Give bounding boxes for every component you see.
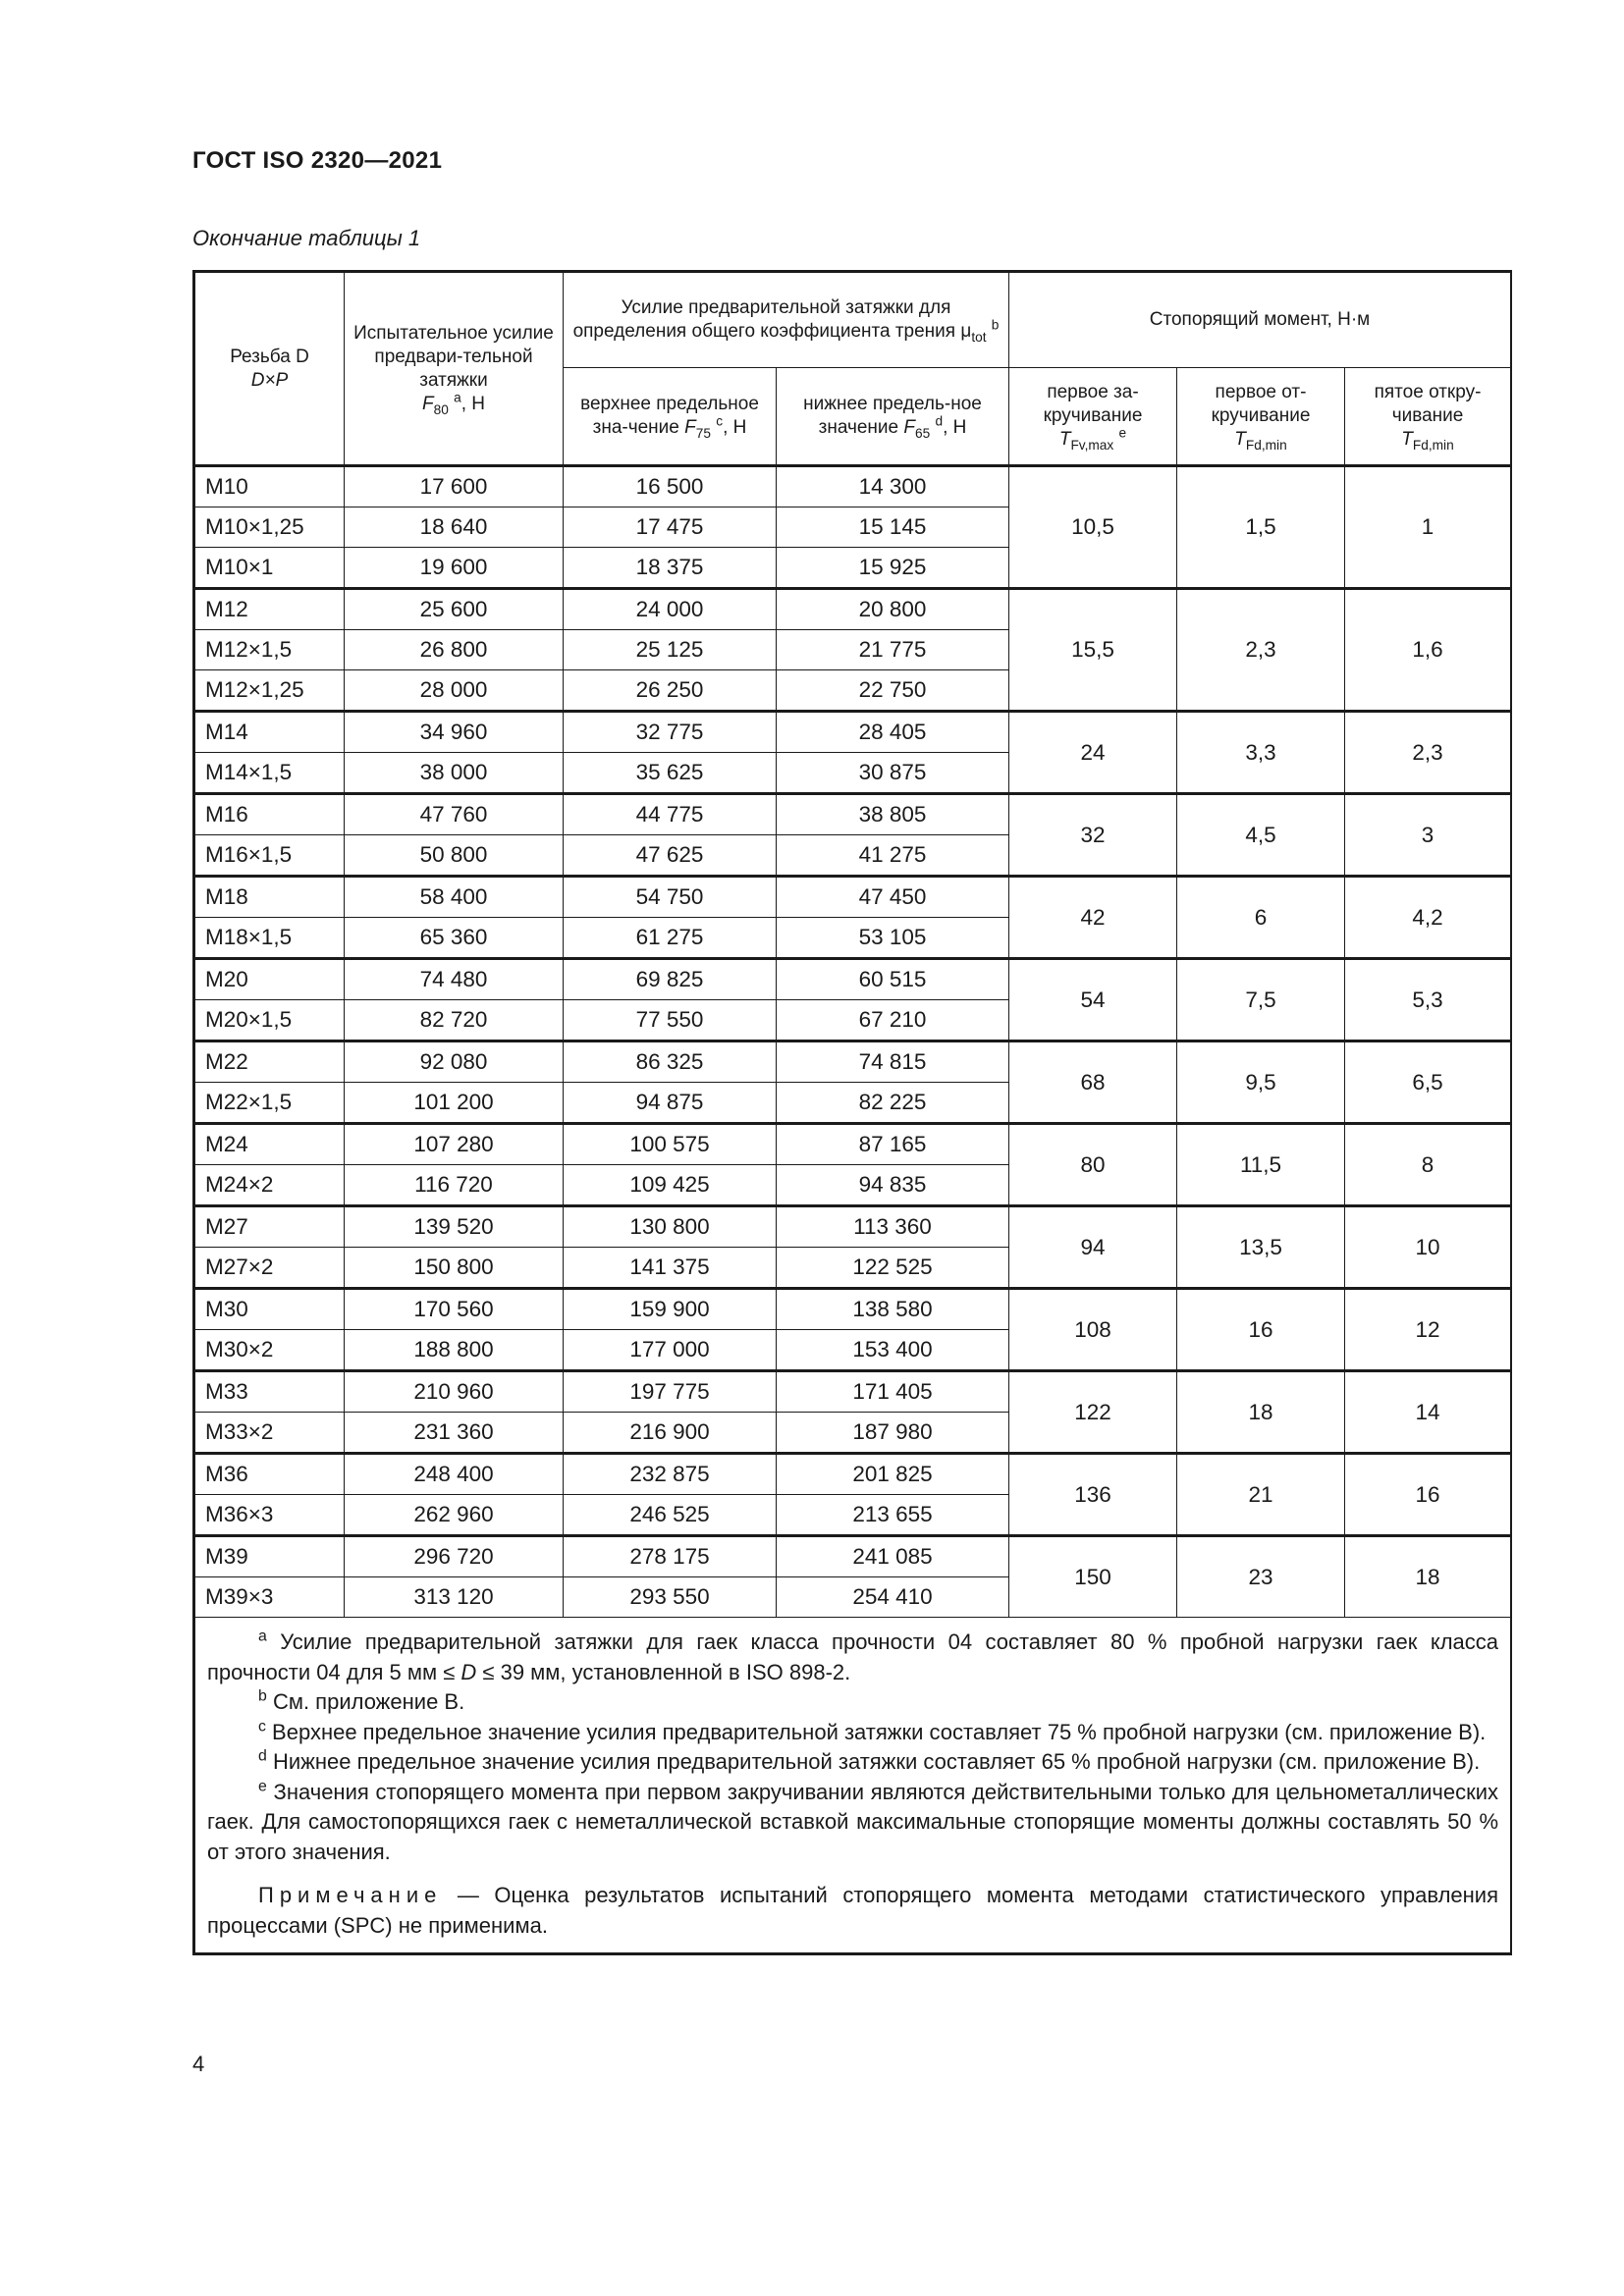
cell-first-on: 24 [1009,712,1177,794]
cell-lower: 53 105 [777,918,1009,959]
cell-upper: 278 175 [564,1536,777,1577]
cell-upper: 246 525 [564,1495,777,1536]
data-table [192,270,1512,1955]
table-row [195,712,1511,753]
cell-upper: 141 375 [564,1248,777,1289]
footnote-b: $^b$ См. приложение В. [258,1687,465,1714]
table-row [195,1454,1511,1495]
cell-test-load: 18 640 [345,507,564,548]
cell-fifth-off: 16 [1345,1454,1511,1536]
table-row [195,877,1511,918]
cell-test-load: 38 000 [345,753,564,794]
cell-thread: M33×2 [195,1413,345,1454]
cell-thread: M33 [195,1371,345,1413]
cell-first-off: 1,5 [1177,466,1345,589]
document-header: ГОСТ ISO 2320—2021 [192,147,443,174]
cell-fifth-off: 10 [1345,1206,1511,1289]
cell-thread: M14 [195,712,345,753]
cell-thread: M12×1,5 [195,630,345,670]
cell-lower: 47 450 [777,877,1009,918]
cell-upper: 293 550 [564,1577,777,1618]
cell-thread: M22×1,5 [195,1083,345,1124]
cell-first-on: 94 [1009,1206,1177,1289]
cell-upper: 44 775 [564,794,777,835]
cell-lower: 187 980 [777,1413,1009,1454]
cell-first-on: 122 [1009,1371,1177,1454]
cell-fifth-off: 2,3 [1345,712,1511,794]
cell-test-load: 82 720 [345,1000,564,1041]
cell-lower: 21 775 [777,630,1009,670]
header-first-on: первое за-кручивание $T_{Fv,max}$ $^e$ [1009,368,1177,466]
header-preload-group: Усилие предварительной затяжки для определения общего коэффициента трения $\mu_{tot}$ $^b$ [564,273,1009,368]
table-body [195,466,1511,1618]
cell-first-off: 21 [1177,1454,1345,1536]
cell-lower: 22 750 [777,670,1009,712]
cell-first-off: 4,5 [1177,794,1345,877]
cell-first-off: 18 [1177,1371,1345,1454]
cell-upper: 232 875 [564,1454,777,1495]
cell-first-on: 10,5 [1009,466,1177,589]
cell-test-load: 19 600 [345,548,564,589]
cell-test-load: 92 080 [345,1041,564,1083]
cell-thread: M24 [195,1124,345,1165]
table-row [195,589,1511,630]
cell-thread: M30 [195,1289,345,1330]
cell-first-on: 80 [1009,1124,1177,1206]
header-fifth-off: пятое откру-чивание $T_{Fd,min}$ [1345,368,1511,466]
cell-first-on: 32 [1009,794,1177,877]
footnotes-block [195,1618,1511,1953]
cell-first-off: 6 [1177,877,1345,959]
cell-lower: 28 405 [777,712,1009,753]
cell-fifth-off: 6,5 [1345,1041,1511,1124]
table-row [195,1206,1511,1248]
cell-test-load: 313 120 [345,1577,564,1618]
cell-test-load: 101 200 [345,1083,564,1124]
table-row [195,1124,1511,1165]
cell-test-load: 28 000 [345,670,564,712]
cell-thread: M12×1,25 [195,670,345,712]
cell-upper: 32 775 [564,712,777,753]
table-row [195,1041,1511,1083]
cell-first-on: 108 [1009,1289,1177,1371]
cell-lower: 254 410 [777,1577,1009,1618]
cell-thread: M16×1,5 [195,835,345,877]
cell-upper: 177 000 [564,1330,777,1371]
cell-fifth-off: 12 [1345,1289,1511,1371]
cell-thread: M22 [195,1041,345,1083]
cell-test-load: 139 520 [345,1206,564,1248]
cell-lower: 87 165 [777,1124,1009,1165]
cell-thread: M18 [195,877,345,918]
cell-upper: 100 575 [564,1124,777,1165]
header-torque-group: Стопорящий момент, Н·м [1009,273,1511,368]
cell-upper: 61 275 [564,918,777,959]
cell-thread: M20×1,5 [195,1000,345,1041]
page-number: 4 [192,2052,205,2076]
cell-fifth-off: 14 [1345,1371,1511,1454]
cell-test-load: 116 720 [345,1165,564,1206]
cell-thread: M12 [195,589,345,630]
cell-test-load: 25 600 [345,589,564,630]
table-row [195,794,1511,835]
cell-first-off: 23 [1177,1536,1345,1618]
cell-test-load: 231 360 [345,1413,564,1454]
cell-upper: 54 750 [564,877,777,918]
cell-thread: M18×1,5 [195,918,345,959]
cell-thread: M24×2 [195,1165,345,1206]
cell-thread: M39 [195,1536,345,1577]
cell-test-load: 262 960 [345,1495,564,1536]
cell-upper: 94 875 [564,1083,777,1124]
cell-lower: 60 515 [777,959,1009,1000]
cell-fifth-off: 1,6 [1345,589,1511,712]
cell-test-load: 210 960 [345,1371,564,1413]
footnote-e: $^e$ Значения стопорящего момента при первом закручивании являются действительными только для цельнометаллических гаек. Для самостопорящихся гаек с неметаллической вставкой максимальные стопорящие моменты должны составлять 50 % от этого значения. [207,1778,1499,1864]
cell-lower: 41 275 [777,835,1009,877]
cell-test-load: 107 280 [345,1124,564,1165]
cell-upper: 197 775 [564,1371,777,1413]
header-first-off: первое от-кручивание $T_{Fd,min}$ [1177,368,1345,466]
cell-lower: 14 300 [777,466,1009,507]
footnote-a: $^a$ Усилие предварительной затяжки для гаек класса прочности 04 составляет 80 % пробной нагрузки гаек класса прочности 04 для 5 мм ≤ D ≤ 39 мм, установленной в ISO 898-2. [207,1628,1499,1684]
cell-upper: 18 375 [564,548,777,589]
cell-upper: 216 900 [564,1413,777,1454]
table-row [195,959,1511,1000]
cell-lower: 122 525 [777,1248,1009,1289]
cell-upper: 17 475 [564,507,777,548]
cell-upper: 109 425 [564,1165,777,1206]
header-lower: нижнее предель-ное значение $F_{65}$ $^d$, Н [777,368,1009,466]
cell-first-on: 54 [1009,959,1177,1041]
table-row [195,466,1511,507]
cell-lower: 82 225 [777,1083,1009,1124]
footnote-c: $^c$ Верхнее предельное значение усилия предварительной затяжки составляет 75 % пробной нагрузки (см. приложение В). [258,1718,1487,1744]
cell-fifth-off: 3 [1345,794,1511,877]
cell-test-load: 34 960 [345,712,564,753]
cell-lower: 38 805 [777,794,1009,835]
cell-lower: 201 825 [777,1454,1009,1495]
cell-test-load: 26 800 [345,630,564,670]
cell-first-off: 2,3 [1177,589,1345,712]
cell-thread: M30×2 [195,1330,345,1371]
cell-test-load: 150 800 [345,1248,564,1289]
cell-upper: 86 325 [564,1041,777,1083]
table-caption: Окончание таблицы 1 [192,226,421,250]
note-label: Примечание [258,1883,443,1907]
cell-upper: 47 625 [564,835,777,877]
cell-lower: 74 815 [777,1041,1009,1083]
cell-upper: 69 825 [564,959,777,1000]
cell-first-on: 150 [1009,1536,1177,1618]
cell-fifth-off: 8 [1345,1124,1511,1206]
cell-lower: 30 875 [777,753,1009,794]
cell-thread: M27 [195,1206,345,1248]
cell-test-load: 65 360 [345,918,564,959]
cell-test-load: 74 480 [345,959,564,1000]
cell-lower: 138 580 [777,1289,1009,1330]
cell-test-load: 50 800 [345,835,564,877]
cell-lower: 67 210 [777,1000,1009,1041]
header-thread: Резьба D D×P [195,273,345,466]
cell-upper: 159 900 [564,1289,777,1330]
cell-test-load: 47 760 [345,794,564,835]
cell-first-off: 3,3 [1177,712,1345,794]
table-row [195,1371,1511,1413]
cell-lower: 113 360 [777,1206,1009,1248]
cell-first-on: 68 [1009,1041,1177,1124]
cell-thread: M10×1,25 [195,507,345,548]
cell-thread: M36 [195,1454,345,1495]
cell-test-load: 170 560 [345,1289,564,1330]
cell-test-load: 58 400 [345,877,564,918]
cell-thread: M10×1 [195,548,345,589]
cell-first-on: 15,5 [1009,589,1177,712]
cell-fifth-off: 18 [1345,1536,1511,1618]
cell-first-on: 42 [1009,877,1177,959]
cell-fifth-off: 1 [1345,466,1511,589]
cell-upper: 26 250 [564,670,777,712]
cell-first-off: 13,5 [1177,1206,1345,1289]
cell-lower: 15 925 [777,548,1009,589]
cell-first-off: 16 [1177,1289,1345,1371]
cell-thread: M39×3 [195,1577,345,1618]
cell-thread: M36×3 [195,1495,345,1536]
cell-lower: 94 835 [777,1165,1009,1206]
cell-thread: M27×2 [195,1248,345,1289]
cell-thread: M16 [195,794,345,835]
header-upper: верхнее предельное зна-чение $F_{75}$ $^c$, Н [564,368,777,466]
cell-first-off: 11,5 [1177,1124,1345,1206]
header-test-load: Испытательное усилие предвари-тельной затяжки $F_{80}$ $^a$, Н [345,273,564,466]
cell-upper: 77 550 [564,1000,777,1041]
cell-lower: 241 085 [777,1536,1009,1577]
cell-lower: 15 145 [777,507,1009,548]
cell-first-off: 9,5 [1177,1041,1345,1124]
cell-fifth-off: 5,3 [1345,959,1511,1041]
cell-thread: M20 [195,959,345,1000]
cell-lower: 20 800 [777,589,1009,630]
cell-test-load: 17 600 [345,466,564,507]
note-text: — Оценка результатов испытаний стопорящего момента методами статистического управления процессами (SPC) не применима. [207,1883,1499,1938]
cell-test-load: 296 720 [345,1536,564,1577]
cell-thread: M14×1,5 [195,753,345,794]
table-row [195,1289,1511,1330]
cell-lower: 153 400 [777,1330,1009,1371]
cell-lower: 171 405 [777,1371,1009,1413]
cell-upper: 24 000 [564,589,777,630]
cell-first-on: 136 [1009,1454,1177,1536]
table-row [195,1536,1511,1577]
cell-lower: 213 655 [777,1495,1009,1536]
cell-test-load: 248 400 [345,1454,564,1495]
cell-upper: 130 800 [564,1206,777,1248]
cell-first-off: 7,5 [1177,959,1345,1041]
table-note [207,1881,1498,1941]
cell-upper: 25 125 [564,630,777,670]
cell-upper: 16 500 [564,466,777,507]
cell-test-load: 188 800 [345,1330,564,1371]
cell-fifth-off: 4,2 [1345,877,1511,959]
footnote-d: $^d$ Нижнее предельное значение усилия предварительной затяжки составляет 65 % пробной нагрузки (см. приложение В). [258,1747,1481,1774]
cell-upper: 35 625 [564,753,777,794]
cell-thread: M10 [195,466,345,507]
